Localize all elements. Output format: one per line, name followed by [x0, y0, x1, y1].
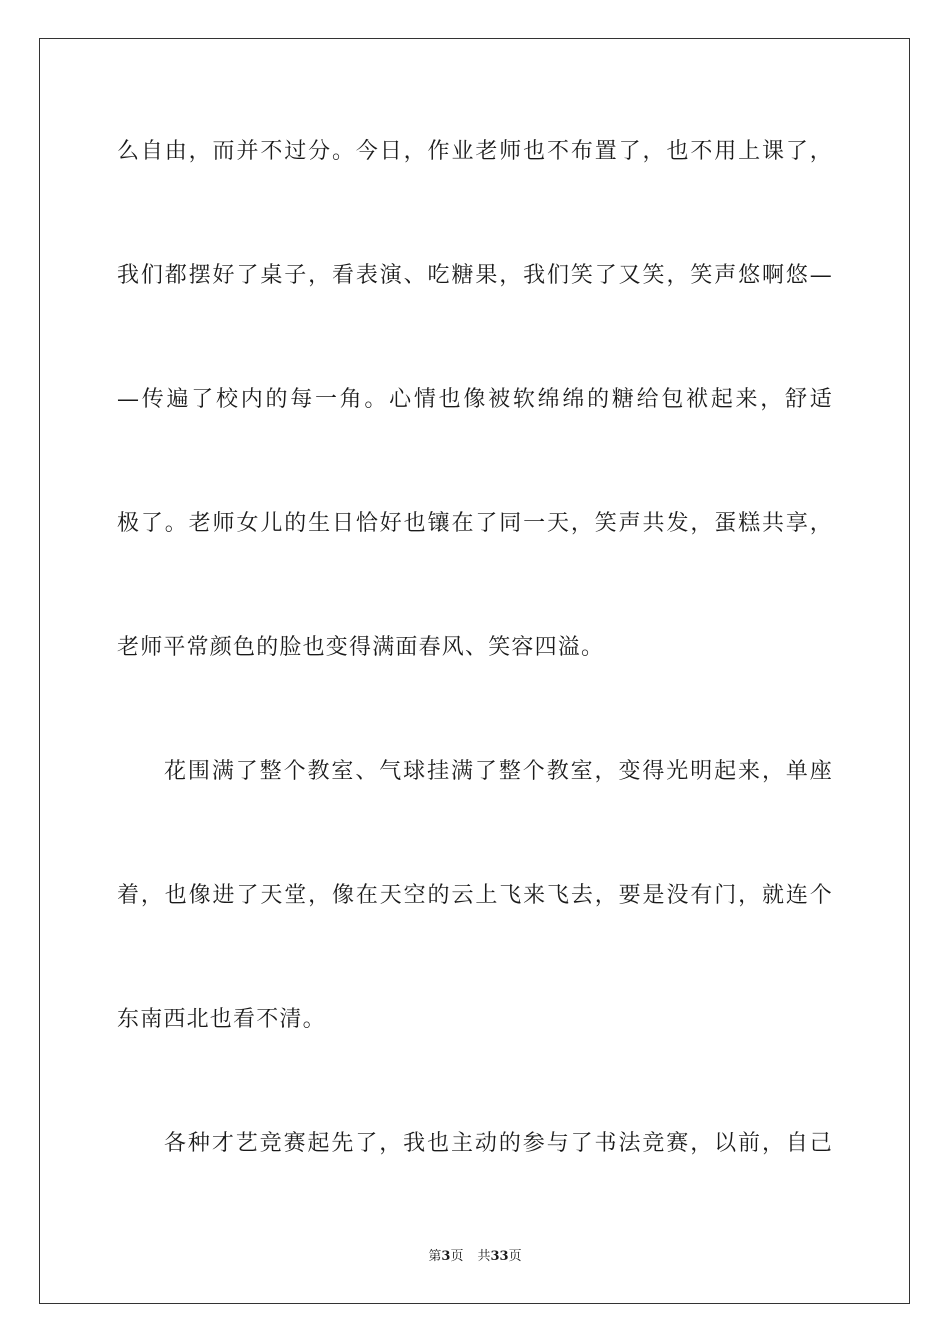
footer-total-prefix: 共 — [477, 1249, 491, 1264]
footer-total-number: 33 — [490, 1249, 509, 1264]
page-footer — [0, 1248, 950, 1266]
body-text-line: 着，也像进了天堂，像在天空的云上飞来飞去，要是没有门，就连个 — [117, 883, 833, 908]
body-text-line: —传遍了校内的每一角。心情也像被软绵绵的糖给包袱起来，舒适 — [117, 387, 833, 412]
page-border — [39, 38, 910, 1304]
footer-page-prefix: 第 — [428, 1249, 442, 1264]
paragraph-first-line: 各种才艺竞赛起先了，我也主动的参与了书法竞赛，以前，自己 — [164, 1131, 833, 1156]
body-text-line: 么自由，而并不过分。今日，作业老师也不布置了，也不用上课了， — [117, 139, 833, 164]
body-text-line: 老师平常颜色的脸也变得满面春风、笑容四溢。 — [117, 635, 605, 660]
body-text-line: 东南西北也看不清。 — [117, 1007, 326, 1032]
footer-page-suffix: 页 — [450, 1249, 464, 1264]
body-text-line: 极了。老师女儿的生日恰好也镶在了同一天，笑声共发，蛋糕共享， — [117, 511, 833, 536]
footer-total-suffix: 页 — [508, 1249, 522, 1264]
body-text-line: 我们都摆好了桌子，看表演、吃糖果，我们笑了又笑，笑声悠啊悠— — [117, 263, 833, 288]
paragraph-first-line: 花围满了整个教室、气球挂满了整个教室，变得光明起来，单座 — [164, 759, 833, 784]
footer-page-number: 3 — [441, 1249, 451, 1264]
